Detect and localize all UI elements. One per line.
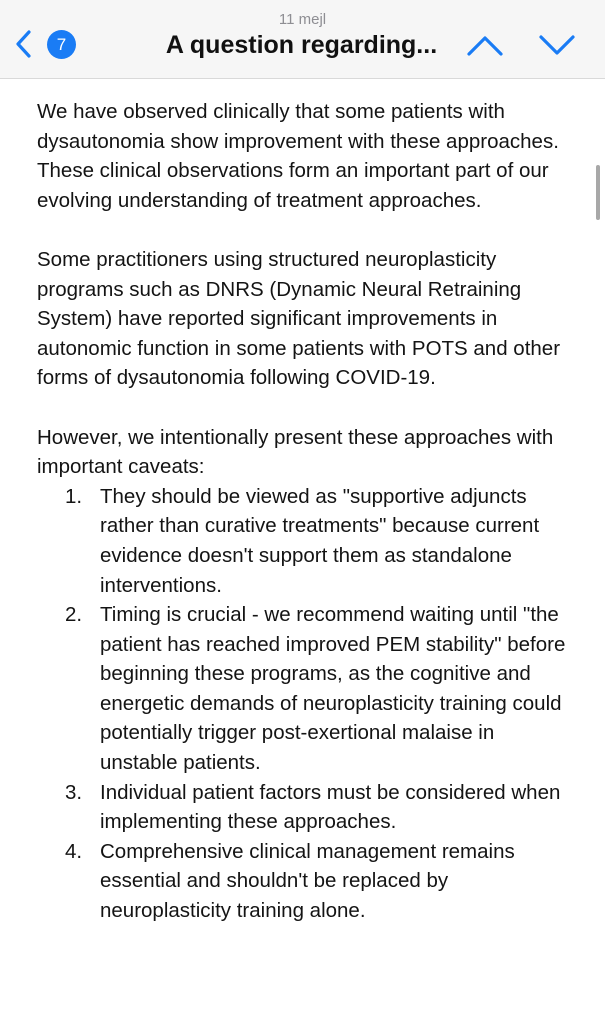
- list-item-text: Timing is crucial - we recommend waiting until "the patient has reached improved PEM stability" before beginning these programs, as the cognitive and energetic demands of neuroplasticity training could potentially trigger post-exertional malaise in unstable patients.: [100, 603, 566, 775]
- list-intro: However, we intentionally present these approaches with important caveats:: [37, 425, 554, 479]
- list-item-text: They should be viewed as "supportive adjuncts rather than curative treatments" because current evidence doesn't support them as standalone interventions.: [100, 484, 540, 597]
- navigation-header: [0, 0, 605, 79]
- email-body: [37, 97, 577, 926]
- list-item-text: Comprehensive clinical management remains essential and shouldn't be replaced by neuroplasticity training alone.: [100, 839, 515, 923]
- message-count-label: 11 mejl: [278, 11, 327, 28]
- list-number: 2.: [65, 603, 83, 627]
- list-item: [37, 482, 577, 600]
- chevron-left-icon[interactable]: [10, 26, 38, 62]
- scrollbar[interactable]: [596, 165, 600, 220]
- unread-count-badge[interactable]: 7: [47, 30, 76, 59]
- chevron-down-icon[interactable]: [536, 30, 578, 60]
- list-item: [37, 600, 577, 778]
- list-item: [37, 778, 577, 837]
- list-number: 4.: [65, 839, 83, 863]
- body-paragraph: We have observed clinically that some patients with dysautonomia show improvement with these approaches. These clinical observations form an important part of our evolving understanding of treatment approaches.: [37, 100, 559, 212]
- list-item-text: Individual patient factors must be considered when implementing these approaches.: [100, 780, 561, 834]
- body-paragraph: Some practitioners using structured neuroplasticity programs such as DNRS (Dynamic Neural Retraining System) have reported significant improvements in autonomic function in some patients with POTS and other forms of dysautonomia following COVID-19.: [37, 247, 561, 390]
- list-number: 1.: [65, 484, 83, 508]
- thread-title: A question regarding...: [165, 31, 438, 59]
- caveats-list: [37, 482, 577, 926]
- list-number: 3.: [65, 780, 83, 804]
- chevron-up-icon[interactable]: [464, 30, 506, 60]
- list-item: [37, 837, 577, 926]
